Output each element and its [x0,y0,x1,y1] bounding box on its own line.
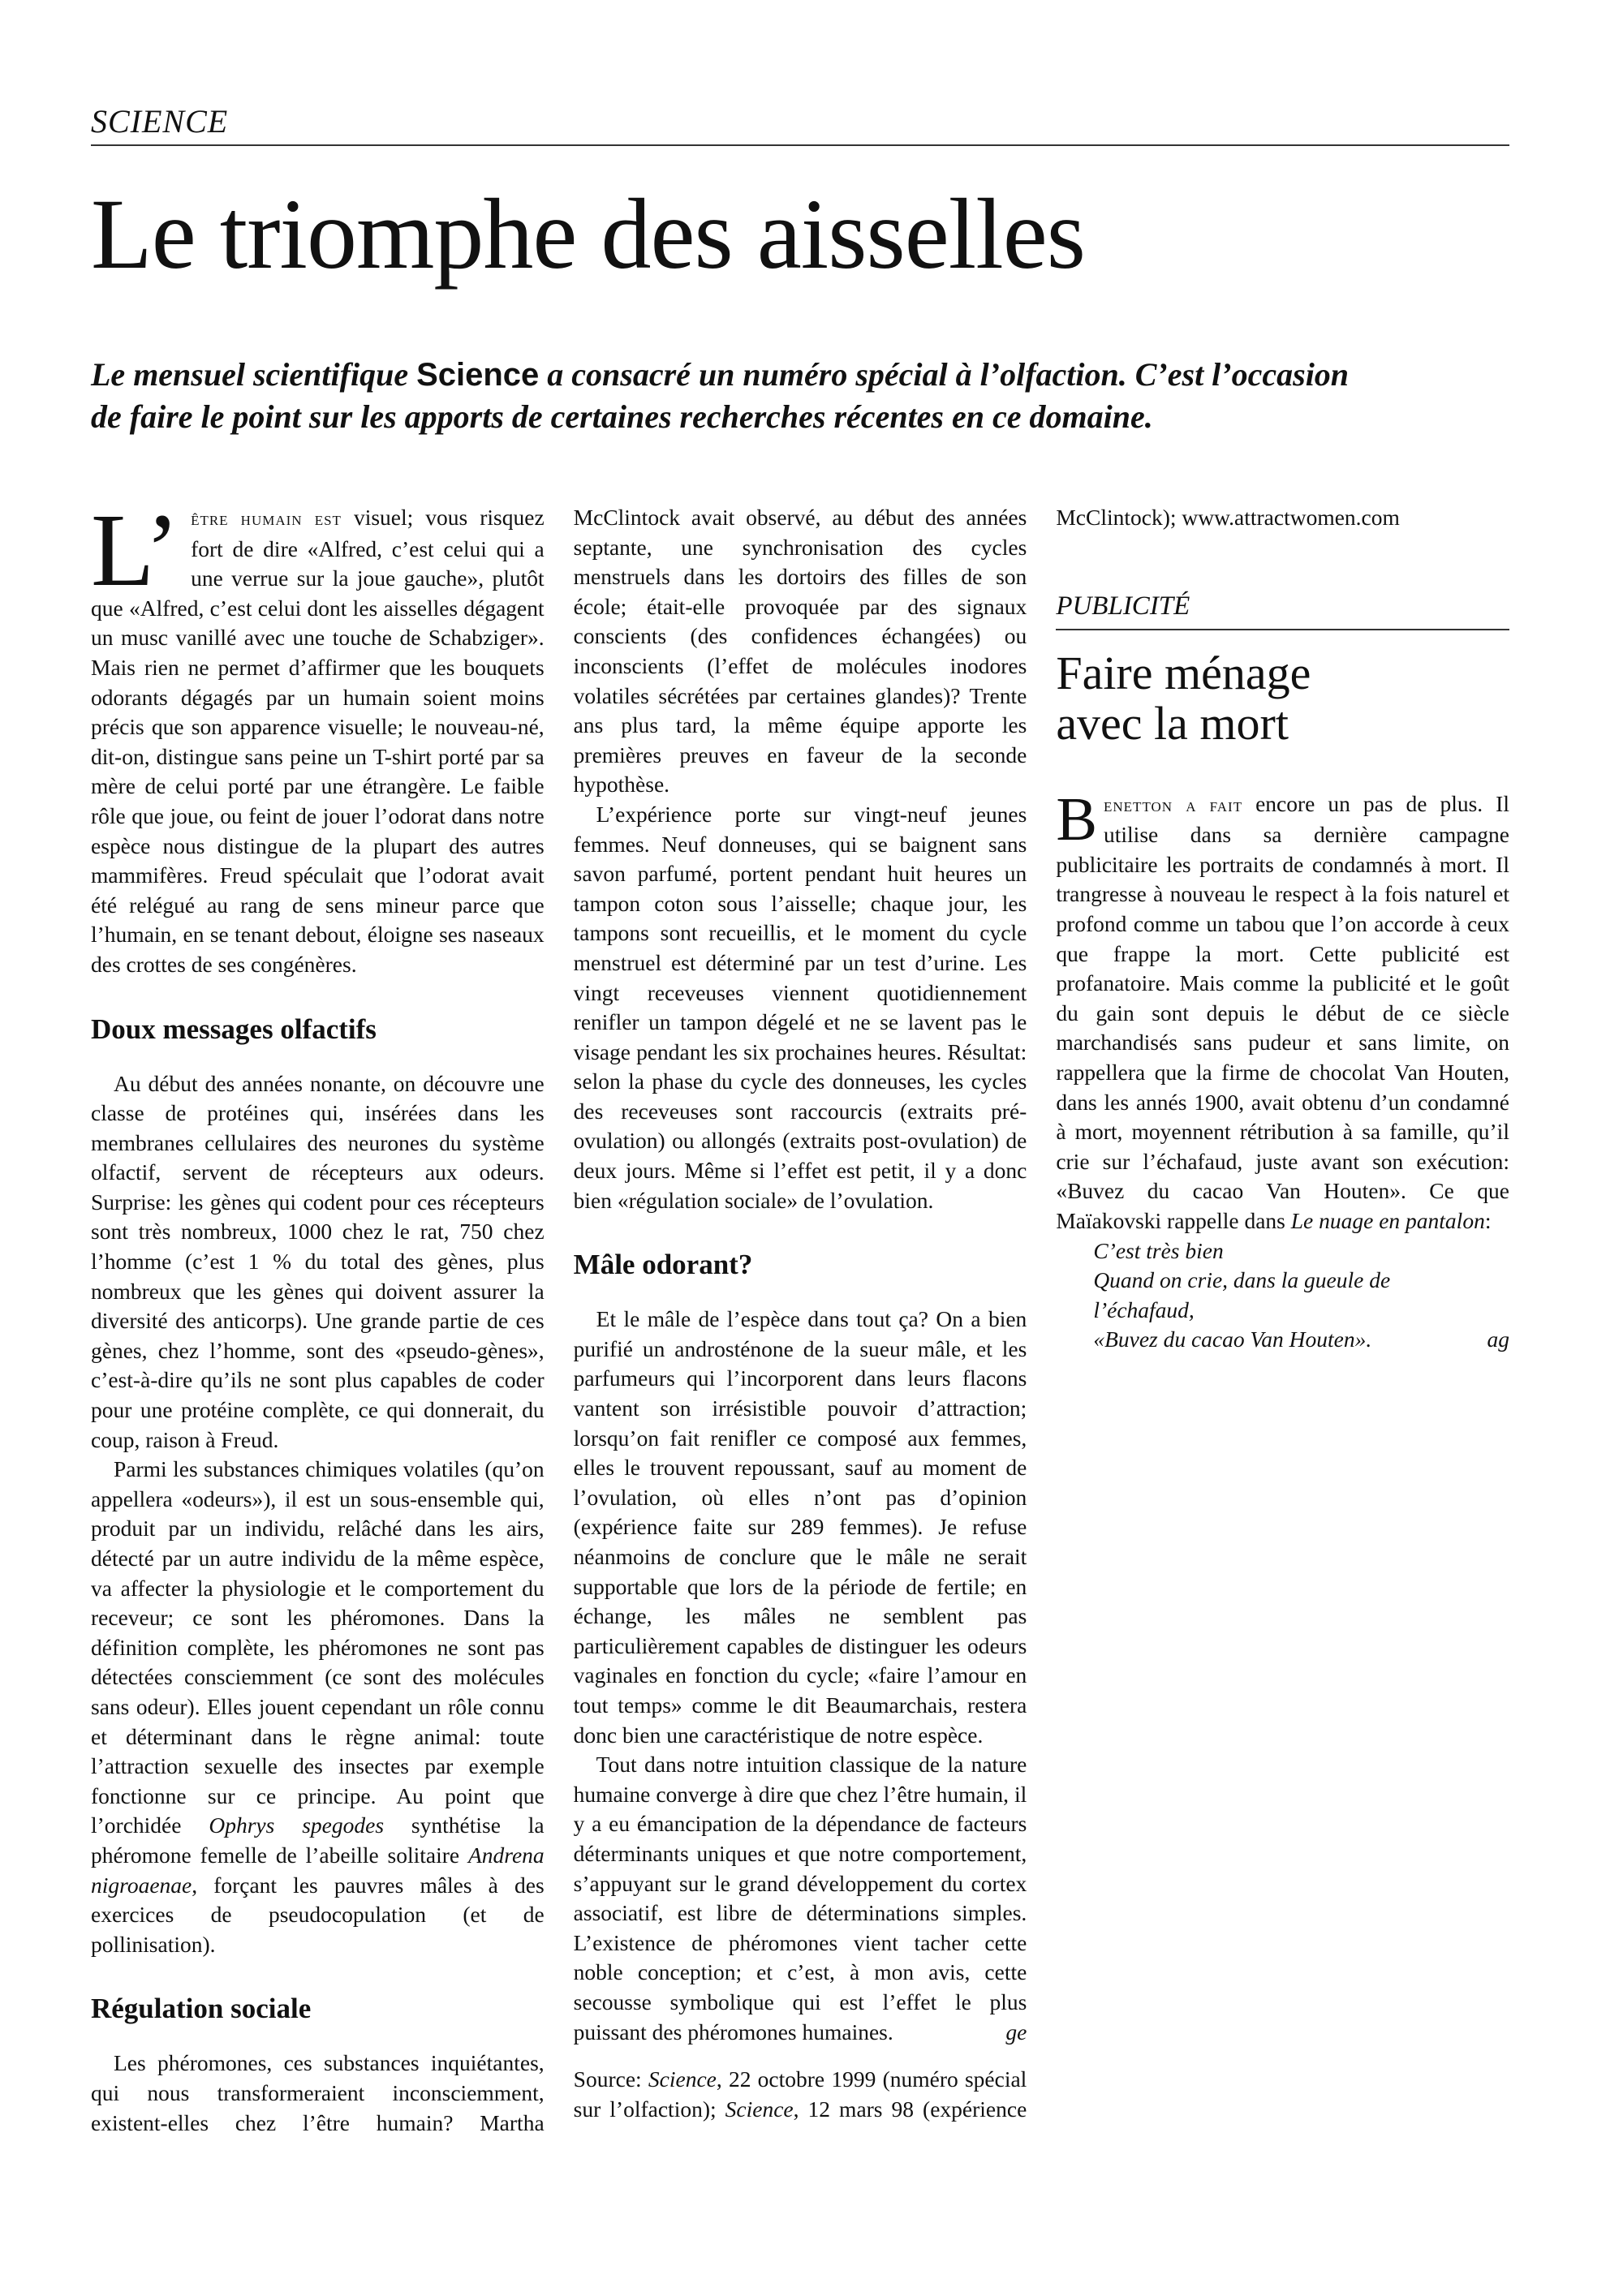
paragraph-doux-1: Au début des années nonante, on découvre une classe de protéines qui, insérées dans les membranes cellulaires des neurones du système olfactif, servent de récepteurs aux odeurs. Surprise: les gènes qui codent pour ces récepteurs sont très nombreux, 1000 chez le rat, 750 chez l’homme (c’est 1 % du total des gènes, plus nombreux que les gènes qui doivent assurer la diversité des anticorps). Une grande partie de ces gènes, chez l’homme, sont des «pseudo-gènes», c’est-à-dire qu’ils ne sont plus capables de coder pour une protéine complète, ce qui donnerait, du coup, raison à Freud. [91,1070,545,1452]
poem-line-4 [1093,1325,1509,1355]
poem-line-4-text: «Buvez du cacao Van Houten». [1093,1326,1372,1352]
poem-line-3: l’échafaud, [1093,1296,1195,1322]
paragraph-doux-2-text-a: Parmi les substances chimiques volatiles (qu’on appellera «odeurs»), il est un sous-ensemble qui, produit par un individu, relâché dans les airs, détecté par un autre individu de la même espèce, va affecter la physiologie et le comportement du receveur; ce sont les phéromones. Dans la définition complète, les phéromones ne sont pas détectées consciemment (ce sont des molécules sans odeur). Elles jouent cependant un rôle connu et déterminant dans le règne animal: toute l’attraction sexuelle des insectes par exemple fonctionne sur ce principe. Au point que l’orchidée [91,1456,545,1838]
sidebar-headline-line-1: Faire ménage [1056,646,1311,699]
paragraph-doux-2-text-b: synthétise la phéromone femelle de l’abeille solitaire [91,1812,545,1868]
source-date-2: , 12 mars 98 (expérience McClintock); www.attractwomen.com [793,505,1400,2122]
sidebar-label: PUBLICITÉ [1056,591,1190,621]
paragraph-male-2: Tout dans notre intuition classique de la nature humaine converge à dire que chez l’être humain, il y a eu émancipation de la dépendance de facteurs déterminants uniques et que notre comportement, s’appuyant sur le grand développement du cortex associatif, est libre de déterminations simples. L’existence de phéromones vient tacher cette noble conception; et c’est, à mon avis, cette secousse symbolique qui est l’effet le plus puissant des phéromones humaines. ge [574,1750,1027,2047]
lead-journal-name: Science [416,357,540,393]
article-signature: ge [1005,2019,1027,2044]
source-date-1: , 22 octobre 1999 (numéro spécial sur l’olfaction); [573,2066,1027,2122]
drop-cap: L’ [91,492,180,608]
sidebar-headline [1056,648,1509,749]
subheading-male-odorant: Mâle odorant? [573,1249,753,1281]
sidebar-text-a: encore un pas de plus. Il utilise dans sa dernière campagne publicitaire les portraits de condamnés à mort. Il trangresse à nouveau le respect à la fois naturel et profond comme un tabou que l’on accorde à ceux que frappe la mort. Cette publicité est profanatoire. Mais comme la publicité et le goût du gain sont depuis le début de ce siècle marchandisés sans pudeur et sans limite, on rappellera que la firme de chocolat Van Houten, dans les annés 1900, avait obtenu d’un condamné à mort, moyennent rétribution à sa famille, qu’il crie sur l’échafaud, juste avant son exécution: «Buvez du cacao Van Houten». Ce que Maïakovski rappelle dans [1056,790,1509,1233]
paragraph-doux-2 [91,1455,545,1959]
article-headline: Le triomphe des aisselles [91,178,1085,290]
subheading-regulation-sociale: Régulation sociale [91,1993,312,2025]
intro-paragraph [91,492,545,980]
intro-text: visuel; vous risquez fort de dire «Alfred, c’est celui qui a une verrue sur la joue gauche», plutôt que «Alfred, c’est celui dont les aisselles dégagent un musc vanillé avec une touche de Schabziger». Mais rien ne permet d’affirmer que les bouquets odorants dégagés par un humain soient moins précis que son apparence visuelle; le nouveau-né, dit-on, distingue sans peine un T-shirt porté par sa mère de celui porté par une étrangère. Le faible rôle que joue, ou feint de jouer l’odorat dans notre espèce nous distingue de la plupart des autres mammifères. Freud spéculait que l’odorat avait été relégué au rang de sens mineur parce que l’humain, en se tenant debout, éloigne ses naseaux des crottes de ses congénères. [91,505,545,977]
orchid-species-name: Ophrys spegodes [209,1812,385,1838]
article-body [91,492,1509,2150]
poem-line-2: Quand on crie, dans la gueule de [1093,1267,1391,1293]
sidebar-poem [1093,1236,1509,1355]
sidebar-drop-cap: B [1056,785,1098,853]
intro-small-caps: être humain est [191,509,342,530]
sidebar-signature: ag [1487,1326,1509,1352]
paragraph-doux-2-text-c: , forçant les pauvres mâles à des exercices de pseudocopulation (et de pollinisation). [91,1872,545,1957]
source-journal-2: Science [725,2096,794,2122]
source-label: Source: [573,2066,648,2092]
article-lead [91,354,1357,438]
sidebar-headline-line-2: avec la mort [1056,696,1289,750]
sidebar-text-b: : [1484,1207,1492,1233]
section-label: SCIENCE [91,103,229,140]
bee-species-name: Andrena nigroaenae [91,1842,545,1898]
sidebar-book-title: Le nuage en pantalon [1290,1207,1485,1233]
sidebar-paragraph [1056,785,1509,1236]
lead-text-start: Le mensuel scientifique [91,356,417,393]
poem-line-1: C’est très bien [1093,1237,1224,1263]
paragraph-male-1: Et le mâle de l’espèce dans tout ça? On a bien purifié un androsténone de la sueur mâle, et les parfumeurs qui l’incorporent dans leurs flacons vantent son irrésistible pouvoir d’attraction; lorsqu’on fait renifler ce composé aux femmes, elles le trouvent repoussant, sauf au moment de l’ovulation, où elles n’ont pas d’opinion (expérience faite sur 289 femmes). Je refuse néanmoins de conclure que le mâle ne serait supportable que lors de la période de fertile; en échange, les mâles ne semblent pas particulièrement capables de distinguer les odeurs vaginales en fonction du cycle; «faire l’amour en tout temps» comme le dit Beaumarchais, restera donc bien une caractéristique de notre espèce. [573,1306,1027,1748]
source-journal-1: Science [648,2066,717,2092]
subheading-doux-messages: Doux messages olfactifs [91,1013,377,1045]
sidebar-publicite [1056,590,1509,1355]
section-divider [91,144,1509,146]
sidebar-small-caps: enetton a fait [1104,794,1243,816]
sidebar-divider [1056,629,1509,630]
paragraph-regulation-2: L’expérience porte sur vingt-neuf jeunes femmes. Neuf donneuses, qui se baignent sans savon parfumé, portent pendant huit heures un tampon coton sous l’aisselle; chaque jour, les tampons sont recueillis, et le moment du cycle menstruel est déterminé par un test d’urine. Les vingt receveuses viennent quotidiennement renifler un tampon dégelé et ne se lavent pas le visage pendant les six prochaines heures. Résultat: selon la phase du cycle des donneuses, les cycles des receveuses sont raccourcis (extraits pré-ovulation) ou allongés (extraits post-ovulation) de deux jours. Même si l’effet est petit, il y a donc bien «régulation sociale» de l’ovulation. [573,801,1027,1213]
paragraph-regulation-1: Les phéromones, ces substances inquiétantes, qui nous transformeraient inconsciemment, existent-elles chez l’être humain? Martha McClintock avait observé, au début des années septante, une synchronisation des cycles menstruels dans les dortoirs des filles de son école; était-elle provoquée par des signaux conscients (des confidences échangées) ou inconscients (l’effet de molécules inodores volatiles sécrétées par certaines glandes)? Trente ans plus tard, la même équipe apporte les premières preuves en faveur de la seconde hypothèse. [91,505,1027,2135]
lead-text-end: a consacré un numéro spécial à l’olfaction. C’est l’occasion de faire le point sur les apports de certaines recherches récentes en ce domaine. [91,356,1350,435]
